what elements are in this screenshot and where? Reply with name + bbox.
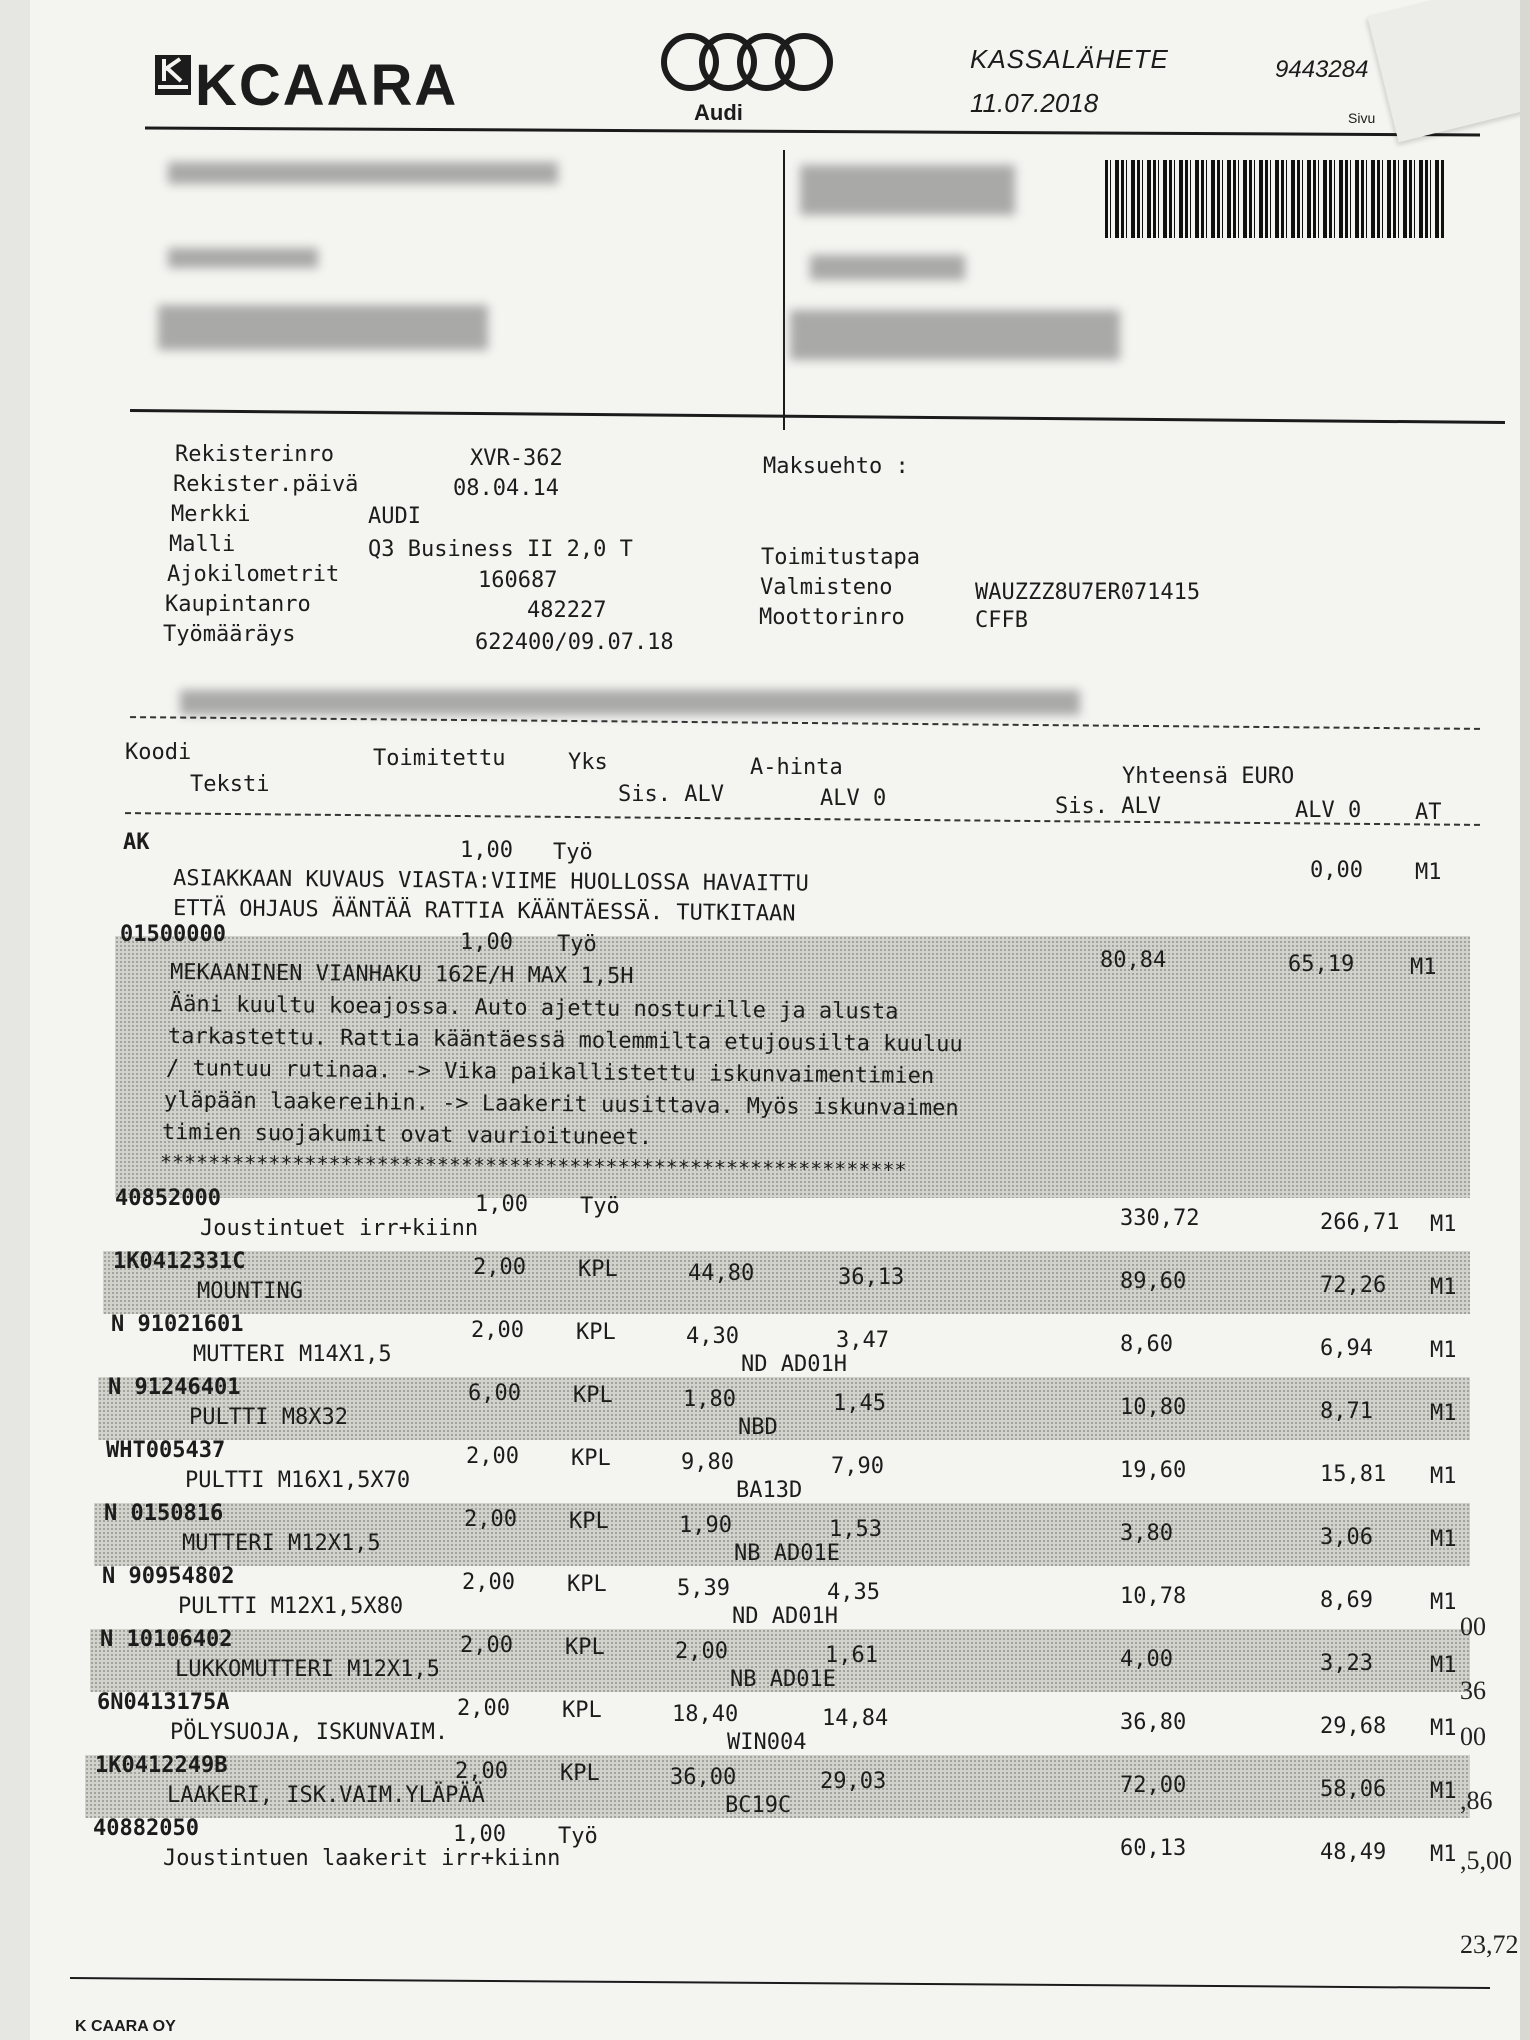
item-total-excl: 6,94: [1320, 1336, 1373, 1361]
item-text: Joustintuet irr+kiinn: [200, 1216, 479, 1241]
item-unit-price-incl: 2,00: [675, 1639, 728, 1664]
col-yks: Yks: [568, 750, 608, 775]
address-rule: [130, 409, 1505, 424]
item-total-excl: 72,26: [1320, 1273, 1387, 1298]
item-text: PULTTI M16X1,5X70: [185, 1468, 411, 1493]
item-unit-price-incl: 4,30: [686, 1324, 739, 1349]
item-total-excl: 48,49: [1320, 1840, 1387, 1865]
item-unit-price-incl: 5,39: [677, 1576, 730, 1601]
item-total-excl: 29,68: [1320, 1714, 1387, 1739]
item-unit: KPL: [560, 1761, 600, 1786]
item-total-excl: 58,06: [1320, 1777, 1387, 1802]
item-total-incl: 330,72: [1120, 1206, 1200, 1231]
item-text: MOUNTING: [197, 1279, 303, 1304]
item-code: 1K0412331C: [113, 1249, 246, 1274]
item-at: M1: [1430, 1401, 1457, 1426]
item-unit-price-excl: 14,84: [822, 1706, 889, 1731]
item-qty: 2,00: [473, 1255, 526, 1280]
item-unit-price-incl: 44,80: [688, 1261, 755, 1286]
item-extra: NB AD01E: [734, 1541, 840, 1566]
col-alv0: ALV 0: [820, 786, 887, 811]
edge-fragment: 36: [1460, 1676, 1486, 1705]
header-dash-top: [130, 716, 1480, 730]
item-unit-price-incl: 18,40: [672, 1702, 739, 1727]
item-code: N 90954802: [102, 1564, 235, 1589]
diag-qty: 1,00: [460, 930, 513, 955]
redacted-recipient-street: [810, 255, 965, 280]
vehicle-value-tyomaarays: 622400/09.07.18: [475, 630, 674, 655]
address-divider: [783, 150, 785, 430]
ak-description-line2: ETTÄ OHJAUS ÄÄNTÄÄ RATTIA KÄÄNTÄESSÄ. TUTKITAAN: [172, 896, 796, 927]
item-qty: 6,00: [468, 1381, 521, 1406]
vehicle-value-ajokilometrit: 160687: [478, 568, 558, 593]
item-total-incl: 89,60: [1120, 1269, 1187, 1294]
item-text: PULTTI M12X1,5X80: [178, 1594, 404, 1619]
header-dash-bottom: [125, 812, 1480, 826]
ak-alv0: 0,00: [1310, 858, 1363, 883]
vin-value: WAUZZZ8U7ER071415: [975, 580, 1201, 605]
item-unit: KPL: [565, 1635, 605, 1660]
ak-at: M1: [1415, 860, 1442, 885]
diag-note-line: timien suojakumit ovat vaurioituneet.: [161, 1120, 653, 1151]
item-unit: KPL: [571, 1446, 611, 1471]
brand-name: Audi: [694, 100, 743, 125]
item-text: LUKKOMUTTERI M12X1,5: [175, 1657, 440, 1682]
redacted-info-line: [180, 690, 1080, 715]
item-total-incl: 10,80: [1120, 1395, 1187, 1420]
item-qty: 2,00: [462, 1570, 515, 1595]
item-qty: 2,00: [457, 1696, 510, 1721]
col-teksti: Teksti: [190, 772, 270, 797]
barcode: [1105, 160, 1445, 238]
col-koodi: Koodi: [125, 740, 192, 765]
document-date: 11.07.2018: [970, 88, 1099, 118]
redacted-customer-street: [168, 248, 318, 268]
ak-unit: Työ: [553, 840, 593, 865]
vehicle-label-merkki: Merkki: [171, 502, 251, 527]
edge-fragment: 00: [1460, 1722, 1486, 1751]
item-total-incl: 4,00: [1120, 1647, 1173, 1672]
footer-rule: [70, 1977, 1490, 1989]
item-code: 40852000: [115, 1186, 221, 1211]
diag-title: MEKAANINEN VIANHAKU 162E/H MAX 1,5H: [169, 960, 634, 990]
item-total-excl: 3,06: [1320, 1525, 1373, 1550]
col-a-hinta: A-hinta: [750, 755, 843, 780]
ak-code: AK: [123, 830, 150, 855]
ak-qty: 1,00: [460, 838, 513, 863]
item-qty: 1,00: [453, 1822, 506, 1847]
vehicle-label-malli: Malli: [169, 532, 236, 557]
payment-terms-label: Maksuehto :: [763, 454, 909, 479]
document-number: 9443284: [1275, 56, 1369, 83]
col-sis-alv: Sis. ALV: [618, 782, 724, 807]
audi-rings-icon: [658, 30, 834, 94]
edge-fragment: 00: [1460, 1612, 1486, 1641]
item-total-excl: 8,71: [1320, 1399, 1373, 1424]
col-toimitettu: Toimitettu: [373, 746, 506, 771]
item-unit: KPL: [562, 1698, 602, 1723]
item-total-incl: 8,60: [1120, 1332, 1173, 1357]
item-total-incl: 72,00: [1120, 1773, 1187, 1798]
item-at: M1: [1430, 1527, 1457, 1552]
item-total-excl: 15,81: [1320, 1462, 1387, 1487]
item-text: Joustintuen laakerit irr+kiinn: [163, 1846, 561, 1871]
item-unit: Työ: [558, 1824, 598, 1849]
item-unit-price-excl: 4,35: [827, 1580, 880, 1605]
diag-note-line: tarkastettu. Rattia kääntäessä molemmilta etujousilta kuuluu: [167, 1024, 963, 1058]
item-code: N 91021601: [111, 1312, 244, 1337]
item-qty: 1,00: [475, 1192, 528, 1217]
col-sis-alv-total: Sis. ALV: [1055, 794, 1161, 819]
item-total-excl: 266,71: [1320, 1210, 1400, 1235]
folded-corner: [1367, 0, 1520, 142]
item-code: 40882050: [93, 1816, 199, 1841]
item-extra: WIN004: [727, 1730, 807, 1755]
item-code: 1K0412249B: [95, 1753, 228, 1778]
item-extra: NBD: [738, 1415, 778, 1440]
redacted-recipient-city: [790, 310, 1120, 360]
item-unit-price-incl: 36,00: [670, 1765, 737, 1790]
vehicle-label-ajokilometrit: Ajokilometrit: [167, 562, 340, 587]
item-qty: 2,00: [460, 1633, 513, 1658]
col-yhteensa: Yhteensä EURO: [1122, 764, 1295, 789]
item-total-excl: 8,69: [1320, 1588, 1373, 1613]
item-total-incl: 60,13: [1120, 1836, 1187, 1861]
item-qty: 2,00: [455, 1759, 508, 1784]
item-unit-price-incl: 1,90: [679, 1513, 732, 1538]
edge-fragment: 23,72: [1460, 1930, 1519, 1959]
edge-fragment: ,5,00: [1460, 1846, 1512, 1875]
item-at: M1: [1430, 1275, 1457, 1300]
item-unit: KPL: [573, 1383, 613, 1408]
item-unit-price-excl: 36,13: [838, 1265, 905, 1290]
item-at: M1: [1430, 1653, 1457, 1678]
diag-code: 01500000: [120, 922, 226, 947]
item-qty: 2,00: [471, 1318, 524, 1343]
item-text: LAAKERI, ISK.VAIM.YLÄPÄÄ: [167, 1783, 485, 1808]
item-at: M1: [1430, 1716, 1457, 1741]
delivery-method-label: Toimitustapa: [761, 545, 920, 570]
diag-note-line: yläpään laakereihin. -> Laakerit uusittava. Myös iskunvaimen: [163, 1088, 959, 1122]
vehicle-value-rekisterinro: XVR-362: [470, 446, 563, 471]
item-total-incl: 10,78: [1120, 1584, 1187, 1609]
item-qty: 2,00: [466, 1444, 519, 1469]
item-code: 6N0413175A: [97, 1690, 230, 1715]
item-unit-price-excl: 7,90: [831, 1454, 884, 1479]
item-extra: ND AD01H: [732, 1604, 838, 1629]
item-total-incl: 36,80: [1120, 1710, 1187, 1735]
diag-at: M1: [1410, 955, 1437, 980]
edge-fragment: ,86: [1460, 1786, 1493, 1815]
item-unit: Työ: [580, 1194, 620, 1219]
item-unit: KPL: [578, 1257, 618, 1282]
item-unit-price-excl: 3,47: [836, 1328, 889, 1353]
engine-label: Moottorinro: [759, 605, 905, 630]
item-at: M1: [1430, 1779, 1457, 1804]
item-unit: KPL: [567, 1572, 607, 1597]
item-unit: KPL: [576, 1320, 616, 1345]
item-unit-price-excl: 1,53: [829, 1517, 882, 1542]
diag-note-line: / tuntuu rutinaa. -> Vika paikallistettu iskunvaimentimien: [165, 1056, 935, 1090]
item-code: WHT005437: [106, 1438, 226, 1463]
item-unit: KPL: [569, 1509, 609, 1534]
item-code: N 10106402: [100, 1627, 233, 1652]
item-unit-price-excl: 1,61: [825, 1643, 878, 1668]
item-at: M1: [1430, 1842, 1457, 1867]
item-at: M1: [1430, 1590, 1457, 1615]
company-logo-text: KCAARA: [195, 53, 459, 118]
diag-stars: **************************************************************: [159, 1150, 907, 1182]
header-rule: [145, 127, 1480, 137]
item-text: PÖLYSUOJA, ISKUNVAIM.: [170, 1720, 449, 1745]
engine-value: CFFB: [975, 608, 1028, 633]
vehicle-value-rekister-paiva: 08.04.14: [453, 476, 559, 501]
diag-sis: 80,84: [1100, 948, 1167, 973]
vin-label: Valmisteno: [760, 575, 893, 600]
col-at: AT: [1415, 800, 1442, 825]
page-label: Sivu: [1348, 110, 1376, 126]
redacted-recipient-name: [800, 165, 1015, 215]
vehicle-value-malli: Q3 Business II 2,0 T: [368, 537, 633, 562]
vehicle-label-tyomaarays: Työmääräys: [163, 622, 296, 647]
diag-alv0: 65,19: [1288, 952, 1355, 977]
item-extra: BC19C: [725, 1793, 792, 1818]
item-extra: NB AD01E: [730, 1667, 836, 1692]
vehicle-value-merkki: AUDI: [368, 504, 421, 529]
redacted-customer-name: [168, 162, 558, 184]
diag-unit: Työ: [557, 932, 597, 957]
item-total-incl: 19,60: [1120, 1458, 1187, 1483]
ak-description-line1: ASIAKKAAN KUVAUS VIASTA:VIIME HUOLLOSSA HAVAITTU: [172, 866, 809, 897]
underlying-sheet: [0, 0, 31, 2040]
item-extra: BA13D: [736, 1478, 803, 1503]
item-at: M1: [1430, 1212, 1457, 1237]
item-unit-price-incl: 1,80: [683, 1387, 736, 1412]
receipt-paper: [30, 0, 1520, 2040]
item-unit-price-incl: 9,80: [681, 1450, 734, 1475]
item-at: M1: [1430, 1338, 1457, 1363]
item-at: M1: [1430, 1464, 1457, 1489]
item-extra: ND AD01H: [741, 1352, 847, 1377]
vehicle-label-kaupintanro: Kaupintanro: [165, 592, 311, 617]
redacted-customer-city: [158, 305, 488, 350]
item-qty: 2,00: [464, 1507, 517, 1532]
item-unit-price-excl: 29,03: [820, 1769, 887, 1794]
col-alv0-total: ALV 0: [1295, 798, 1362, 823]
item-text: MUTTERI M12X1,5: [182, 1531, 381, 1556]
item-text: PULTTI M8X32: [189, 1405, 348, 1430]
document-type: KASSALÄHETE: [970, 44, 1169, 74]
item-row-shade: [103, 1251, 1470, 1314]
item-code: N 0150816: [104, 1501, 224, 1526]
vehicle-value-kaupintanro: 482227: [527, 598, 607, 623]
diag-note-line: Ääni kuultu koeajossa. Auto ajettu nosturille ja alusta: [169, 992, 899, 1025]
item-code: N 91246401: [108, 1375, 241, 1400]
vehicle-label-rekisterinro: Rekisterinro: [175, 442, 334, 467]
item-unit-price-excl: 1,45: [833, 1391, 886, 1416]
vehicle-label-rekister-paiva: Rekister.päivä: [173, 472, 359, 497]
item-text: MUTTERI M14X1,5: [193, 1342, 392, 1367]
footer-company: K CAARA OY: [75, 2018, 176, 2035]
item-total-excl: 3,23: [1320, 1651, 1373, 1676]
kcaara-k-logo-icon: [155, 55, 191, 95]
item-total-incl: 3,80: [1120, 1521, 1173, 1546]
